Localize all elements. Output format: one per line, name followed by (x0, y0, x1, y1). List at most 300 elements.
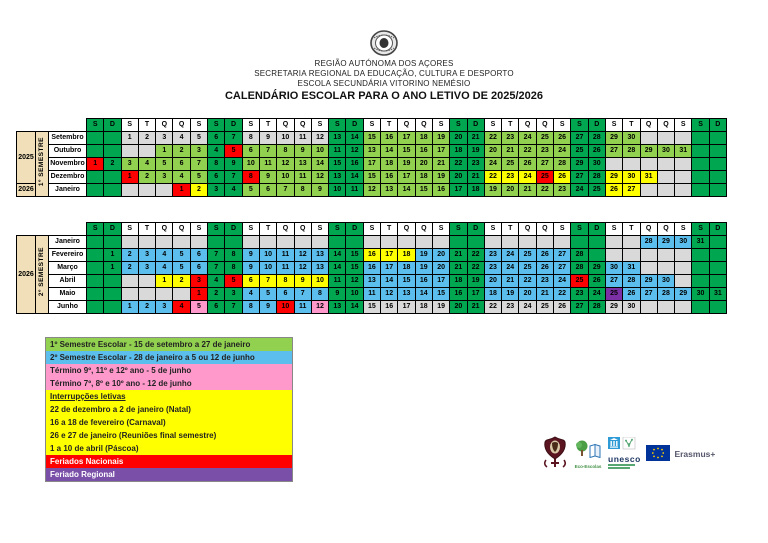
day-cell (692, 275, 709, 288)
legend-item: 26 e 27 de janeiro (Reuniões final semestre) (46, 429, 292, 442)
day-cell: 28 (588, 132, 605, 145)
weekday-header-cell: Q (398, 119, 415, 132)
day-cell: 27 (571, 132, 588, 145)
day-cell: 15 (398, 145, 415, 158)
day-cell: 18 (450, 145, 467, 158)
weekday-header-cell: Q (657, 223, 674, 236)
weekday-header-cell: T (502, 223, 519, 236)
day-cell: 22 (450, 158, 467, 171)
day-cell: 23 (484, 262, 501, 275)
day-cell: 21 (432, 158, 449, 171)
day-cell: 5 (225, 275, 242, 288)
day-cell: 14 (346, 132, 363, 145)
day-cell: 15 (346, 262, 363, 275)
weekday-header-cell: S (329, 119, 346, 132)
day-cell: 15 (415, 184, 432, 197)
day-cell: 19 (415, 249, 432, 262)
day-cell: 5 (173, 249, 190, 262)
day-cell: 27 (536, 158, 553, 171)
day-cell (173, 236, 190, 249)
day-cell (692, 301, 709, 314)
day-cell: 20 (484, 275, 501, 288)
day-cell: 21 (502, 275, 519, 288)
day-cell (138, 236, 155, 249)
day-cell: 22 (467, 262, 484, 275)
day-cell: 8 (294, 184, 311, 197)
day-cell: 9 (225, 158, 242, 171)
weekday-header-cell: Q (294, 223, 311, 236)
day-cell: 29 (640, 145, 657, 158)
day-cell: 14 (329, 262, 346, 275)
day-cell: 6 (208, 171, 225, 184)
weekday-header-cell: T (623, 119, 640, 132)
day-cell: 16 (363, 249, 380, 262)
day-cell: 12 (346, 145, 363, 158)
day-cell (640, 262, 657, 275)
weekday-header-cell: Q (294, 119, 311, 132)
legend-item: Término 7º, 8º e 10º ano - 12 de junho (46, 377, 292, 390)
day-cell: 3 (121, 158, 138, 171)
day-cell: 13 (311, 262, 328, 275)
day-cell: 13 (363, 275, 380, 288)
calendar-table-sem1 (16, 118, 727, 197)
day-cell: 3 (138, 249, 155, 262)
day-cell (104, 236, 121, 249)
day-cell (121, 275, 138, 288)
day-cell: 4 (242, 288, 259, 301)
legend-item: 1 a 10 de abril (Páscoa) (46, 442, 292, 455)
day-cell: 15 (363, 301, 380, 314)
day-cell: 10 (242, 158, 259, 171)
table-corner (17, 119, 87, 132)
day-cell: 19 (432, 171, 449, 184)
weekday-header-cell: T (259, 223, 276, 236)
day-cell: 1 (104, 262, 121, 275)
day-cell: 24 (484, 158, 501, 171)
day-cell: 11 (294, 301, 311, 314)
weekday-header-cell: D (709, 223, 726, 236)
day-cell: 24 (554, 275, 571, 288)
weekday-header-cell: S (692, 223, 709, 236)
weekday-header-cell: S (571, 223, 588, 236)
day-cell: 29 (605, 132, 622, 145)
day-cell (519, 236, 536, 249)
day-cell: 27 (605, 145, 622, 158)
erasmus-logo (646, 444, 715, 462)
day-cell: 1 (121, 132, 138, 145)
day-cell: 22 (484, 171, 501, 184)
day-cell: 7 (259, 275, 276, 288)
day-cell: 26 (536, 262, 553, 275)
day-cell: 19 (484, 184, 501, 197)
day-cell: 10 (259, 262, 276, 275)
day-cell (104, 275, 121, 288)
day-cell: 11 (346, 184, 363, 197)
day-cell (675, 132, 692, 145)
weekday-header-cell: S (450, 119, 467, 132)
day-cell: 9 (259, 171, 276, 184)
weekday-header-cell: Q (277, 223, 294, 236)
day-cell: 19 (398, 158, 415, 171)
day-cell: 24 (571, 184, 588, 197)
day-cell: 12 (277, 158, 294, 171)
weekday-header-cell: S (484, 223, 501, 236)
month-label: Outubro (49, 145, 87, 158)
day-cell: 20 (519, 288, 536, 301)
day-cell: 21 (502, 145, 519, 158)
day-cell (640, 184, 657, 197)
day-cell: 12 (381, 288, 398, 301)
day-cell: 12 (294, 262, 311, 275)
day-cell: 12 (311, 132, 328, 145)
day-cell: 1 (121, 301, 138, 314)
weekday-header-cell: S (605, 119, 622, 132)
weekday-header-cell: T (502, 119, 519, 132)
weekday-header-cell: S (432, 119, 449, 132)
day-cell: 6 (190, 262, 207, 275)
weekday-header-cell: Q (536, 119, 553, 132)
day-cell (675, 249, 692, 262)
weekday-header-cell: Q (277, 119, 294, 132)
day-cell (87, 145, 104, 158)
weekday-header-cell: S (554, 223, 571, 236)
weekday-header-cell: Q (640, 223, 657, 236)
weekday-header-cell: S (484, 119, 501, 132)
day-cell: 9 (242, 249, 259, 262)
org-name: REGIÃO AUTÓNOMA DOS AÇORES (314, 59, 454, 68)
day-cell: 13 (311, 249, 328, 262)
day-cell (121, 145, 138, 158)
day-cell: 8 (225, 262, 242, 275)
day-cell: 3 (138, 262, 155, 275)
weekday-header-cell: D (225, 119, 242, 132)
day-cell (450, 236, 467, 249)
weekday-header-cell: S (190, 119, 207, 132)
day-cell: 20 (432, 249, 449, 262)
calendar-grid (16, 118, 727, 197)
day-cell: 26 (554, 132, 571, 145)
day-cell (415, 236, 432, 249)
day-cell: 2 (138, 171, 155, 184)
day-cell (657, 132, 674, 145)
day-cell: 11 (329, 275, 346, 288)
day-cell: 14 (398, 184, 415, 197)
day-cell: 3 (208, 184, 225, 197)
weekday-header-cell: Q (156, 223, 173, 236)
day-cell: 7 (190, 158, 207, 171)
day-cell: 17 (432, 275, 449, 288)
day-cell: 31 (692, 236, 709, 249)
day-cell (277, 236, 294, 249)
day-cell: 28 (571, 262, 588, 275)
day-cell: 10 (259, 249, 276, 262)
day-cell: 6 (259, 184, 276, 197)
month-label: Setembro (49, 132, 87, 145)
day-cell: 5 (156, 158, 173, 171)
day-cell (623, 236, 640, 249)
day-cell: 30 (675, 236, 692, 249)
weekday-header-cell: S (675, 223, 692, 236)
day-cell: 4 (208, 275, 225, 288)
day-cell (692, 262, 709, 275)
day-cell: 11 (277, 262, 294, 275)
day-cell: 13 (363, 145, 380, 158)
day-cell: 10 (329, 184, 346, 197)
day-cell (138, 275, 155, 288)
weekday-header-cell: Q (398, 223, 415, 236)
day-cell: 2 (190, 184, 207, 197)
day-cell: 26 (519, 158, 536, 171)
day-cell: 29 (657, 236, 674, 249)
day-cell: 4 (225, 184, 242, 197)
day-cell: 6 (242, 145, 259, 158)
weekday-header-cell: Q (519, 223, 536, 236)
day-cell: 10 (277, 171, 294, 184)
weekday-header-cell: Q (156, 119, 173, 132)
day-cell: 25 (588, 184, 605, 197)
day-cell: 12 (311, 171, 328, 184)
day-cell (657, 158, 674, 171)
day-cell: 24 (588, 288, 605, 301)
legend-item: Feriados Nacionais (46, 455, 292, 468)
day-cell (104, 132, 121, 145)
day-cell (675, 158, 692, 171)
weekday-header-cell: S (121, 119, 138, 132)
day-cell: 16 (432, 184, 449, 197)
day-cell: 28 (571, 249, 588, 262)
day-cell: 23 (467, 158, 484, 171)
month-label: Novembro (49, 158, 87, 171)
day-cell: 11 (294, 132, 311, 145)
day-cell (675, 262, 692, 275)
day-cell: 17 (398, 132, 415, 145)
day-cell: 17 (432, 145, 449, 158)
day-cell (104, 171, 121, 184)
day-cell: 5 (225, 145, 242, 158)
day-cell: 19 (432, 132, 449, 145)
day-cell: 4 (173, 301, 190, 314)
day-cell: 2 (173, 145, 190, 158)
day-cell: 9 (294, 145, 311, 158)
day-cell: 3 (156, 132, 173, 145)
day-cell: 28 (588, 301, 605, 314)
day-cell: 5 (190, 301, 207, 314)
weekday-header-cell: D (709, 119, 726, 132)
day-cell (104, 145, 121, 158)
day-cell: 5 (242, 184, 259, 197)
day-cell: 25 (536, 301, 553, 314)
semester-label (36, 236, 49, 314)
day-cell: 6 (277, 288, 294, 301)
day-cell: 20 (450, 132, 467, 145)
weekday-header-cell: S (329, 223, 346, 236)
calendar-table-sem2 (16, 222, 727, 314)
day-cell: 15 (329, 158, 346, 171)
day-cell: 16 (363, 262, 380, 275)
day-cell: 26 (554, 171, 571, 184)
day-cell: 21 (467, 171, 484, 184)
day-cell (657, 249, 674, 262)
day-cell (225, 236, 242, 249)
day-cell (484, 236, 501, 249)
day-cell: 8 (225, 249, 242, 262)
day-cell: 27 (554, 249, 571, 262)
day-cell: 25 (519, 249, 536, 262)
day-cell: 13 (329, 171, 346, 184)
day-cell: 26 (588, 145, 605, 158)
day-cell: 18 (415, 171, 432, 184)
month-label: Maio (49, 288, 87, 301)
day-cell (709, 262, 726, 275)
semester-label-text: 2º SEMESTRE (38, 247, 45, 297)
calendar-grid (16, 222, 727, 314)
day-cell (675, 184, 692, 197)
day-cell: 6 (173, 158, 190, 171)
day-cell: 25 (536, 132, 553, 145)
day-cell: 8 (277, 275, 294, 288)
day-cell: 27 (571, 301, 588, 314)
day-cell: 27 (554, 262, 571, 275)
day-cell: 6 (190, 249, 207, 262)
day-cell (657, 262, 674, 275)
day-cell: 21 (519, 184, 536, 197)
day-cell (104, 288, 121, 301)
year-label: 2026 (17, 236, 36, 314)
weekday-header-cell: Q (519, 119, 536, 132)
day-cell: 6 (242, 275, 259, 288)
day-cell: 2 (121, 249, 138, 262)
day-cell: 26 (536, 249, 553, 262)
day-cell: 4 (138, 158, 155, 171)
day-cell (87, 288, 104, 301)
weekday-header-cell: T (381, 119, 398, 132)
day-cell (138, 184, 155, 197)
day-cell (536, 236, 553, 249)
day-cell: 1 (173, 184, 190, 197)
day-cell: 10 (346, 288, 363, 301)
weekday-header-cell: D (588, 119, 605, 132)
day-cell (156, 184, 173, 197)
day-cell: 1 (156, 275, 173, 288)
day-cell: 29 (675, 288, 692, 301)
month-label: Fevereiro (49, 249, 87, 262)
school-name: ESCOLA SECUNDÁRIA VITORINO NEMÉSIO (297, 79, 471, 88)
school-crest-icon (542, 436, 568, 477)
day-cell: 1 (190, 288, 207, 301)
day-cell: 29 (588, 262, 605, 275)
day-cell: 31 (640, 171, 657, 184)
day-cell: 31 (675, 145, 692, 158)
day-cell: 7 (208, 249, 225, 262)
day-cell: 18 (467, 184, 484, 197)
day-cell: 10 (311, 145, 328, 158)
day-cell (675, 301, 692, 314)
day-cell: 17 (381, 249, 398, 262)
day-cell (623, 249, 640, 262)
day-cell: 28 (623, 145, 640, 158)
day-cell (87, 236, 104, 249)
weekday-header-cell: S (242, 119, 259, 132)
day-cell: 30 (657, 275, 674, 288)
day-cell (657, 184, 674, 197)
day-cell: 23 (484, 249, 501, 262)
day-cell: 11 (294, 171, 311, 184)
weekday-header-cell: S (432, 223, 449, 236)
day-cell: 22 (554, 288, 571, 301)
day-cell (709, 158, 726, 171)
day-cell: 5 (190, 132, 207, 145)
day-cell: 25 (605, 288, 622, 301)
day-cell: 23 (536, 145, 553, 158)
day-cell: 24 (519, 132, 536, 145)
day-cell: 23 (536, 275, 553, 288)
weekday-header-cell: S (571, 119, 588, 132)
dept-name: SECRETARIA REGIONAL DA EDUCAÇÃO, CULTURA E DESPORTO (254, 69, 514, 78)
legend-item: 1º Semestre Escolar - 15 de setembro a 27 de janeiro (46, 338, 292, 351)
weekday-header-cell: S (311, 223, 328, 236)
day-cell (346, 236, 363, 249)
legend-item: Término 9º, 11º e 12º ano - 5 de junho (46, 364, 292, 377)
day-cell: 10 (277, 132, 294, 145)
footer-logos (540, 433, 730, 478)
weekday-header-cell: T (623, 223, 640, 236)
day-cell (692, 132, 709, 145)
day-cell: 21 (450, 262, 467, 275)
day-cell (381, 236, 398, 249)
month-label: Janeiro (49, 184, 87, 197)
weekday-header-cell: T (381, 223, 398, 236)
weekday-header-cell: S (311, 119, 328, 132)
table-corner (17, 223, 87, 236)
unesco-logo (608, 437, 641, 469)
day-cell: 19 (502, 288, 519, 301)
day-cell (588, 236, 605, 249)
day-cell: 28 (640, 236, 657, 249)
day-cell: 4 (156, 262, 173, 275)
day-cell: 29 (571, 158, 588, 171)
day-cell: 13 (294, 158, 311, 171)
day-cell: 20 (502, 184, 519, 197)
weekday-header-cell: Q (173, 119, 190, 132)
school-seal-icon (370, 30, 398, 61)
eco-escolas-logo (574, 440, 602, 469)
day-cell: 5 (190, 171, 207, 184)
unesco-label: unesco (608, 454, 641, 464)
weekday-header-cell: S (121, 223, 138, 236)
day-cell: 6 (208, 132, 225, 145)
day-cell: 21 (536, 288, 553, 301)
day-cell: 13 (329, 132, 346, 145)
weekday-header-cell: T (259, 119, 276, 132)
day-cell (692, 184, 709, 197)
day-cell: 22 (467, 249, 484, 262)
weekday-header-cell: Q (657, 119, 674, 132)
day-cell (588, 249, 605, 262)
day-cell (138, 145, 155, 158)
day-cell: 12 (311, 301, 328, 314)
day-cell: 27 (571, 171, 588, 184)
day-cell (640, 249, 657, 262)
day-cell: 8 (242, 301, 259, 314)
day-cell (104, 184, 121, 197)
day-cell: 24 (502, 249, 519, 262)
day-cell: 27 (623, 184, 640, 197)
day-cell: 22 (519, 145, 536, 158)
day-cell: 30 (605, 262, 622, 275)
weekday-header-cell: Q (640, 119, 657, 132)
day-cell (242, 236, 259, 249)
day-cell: 17 (398, 171, 415, 184)
